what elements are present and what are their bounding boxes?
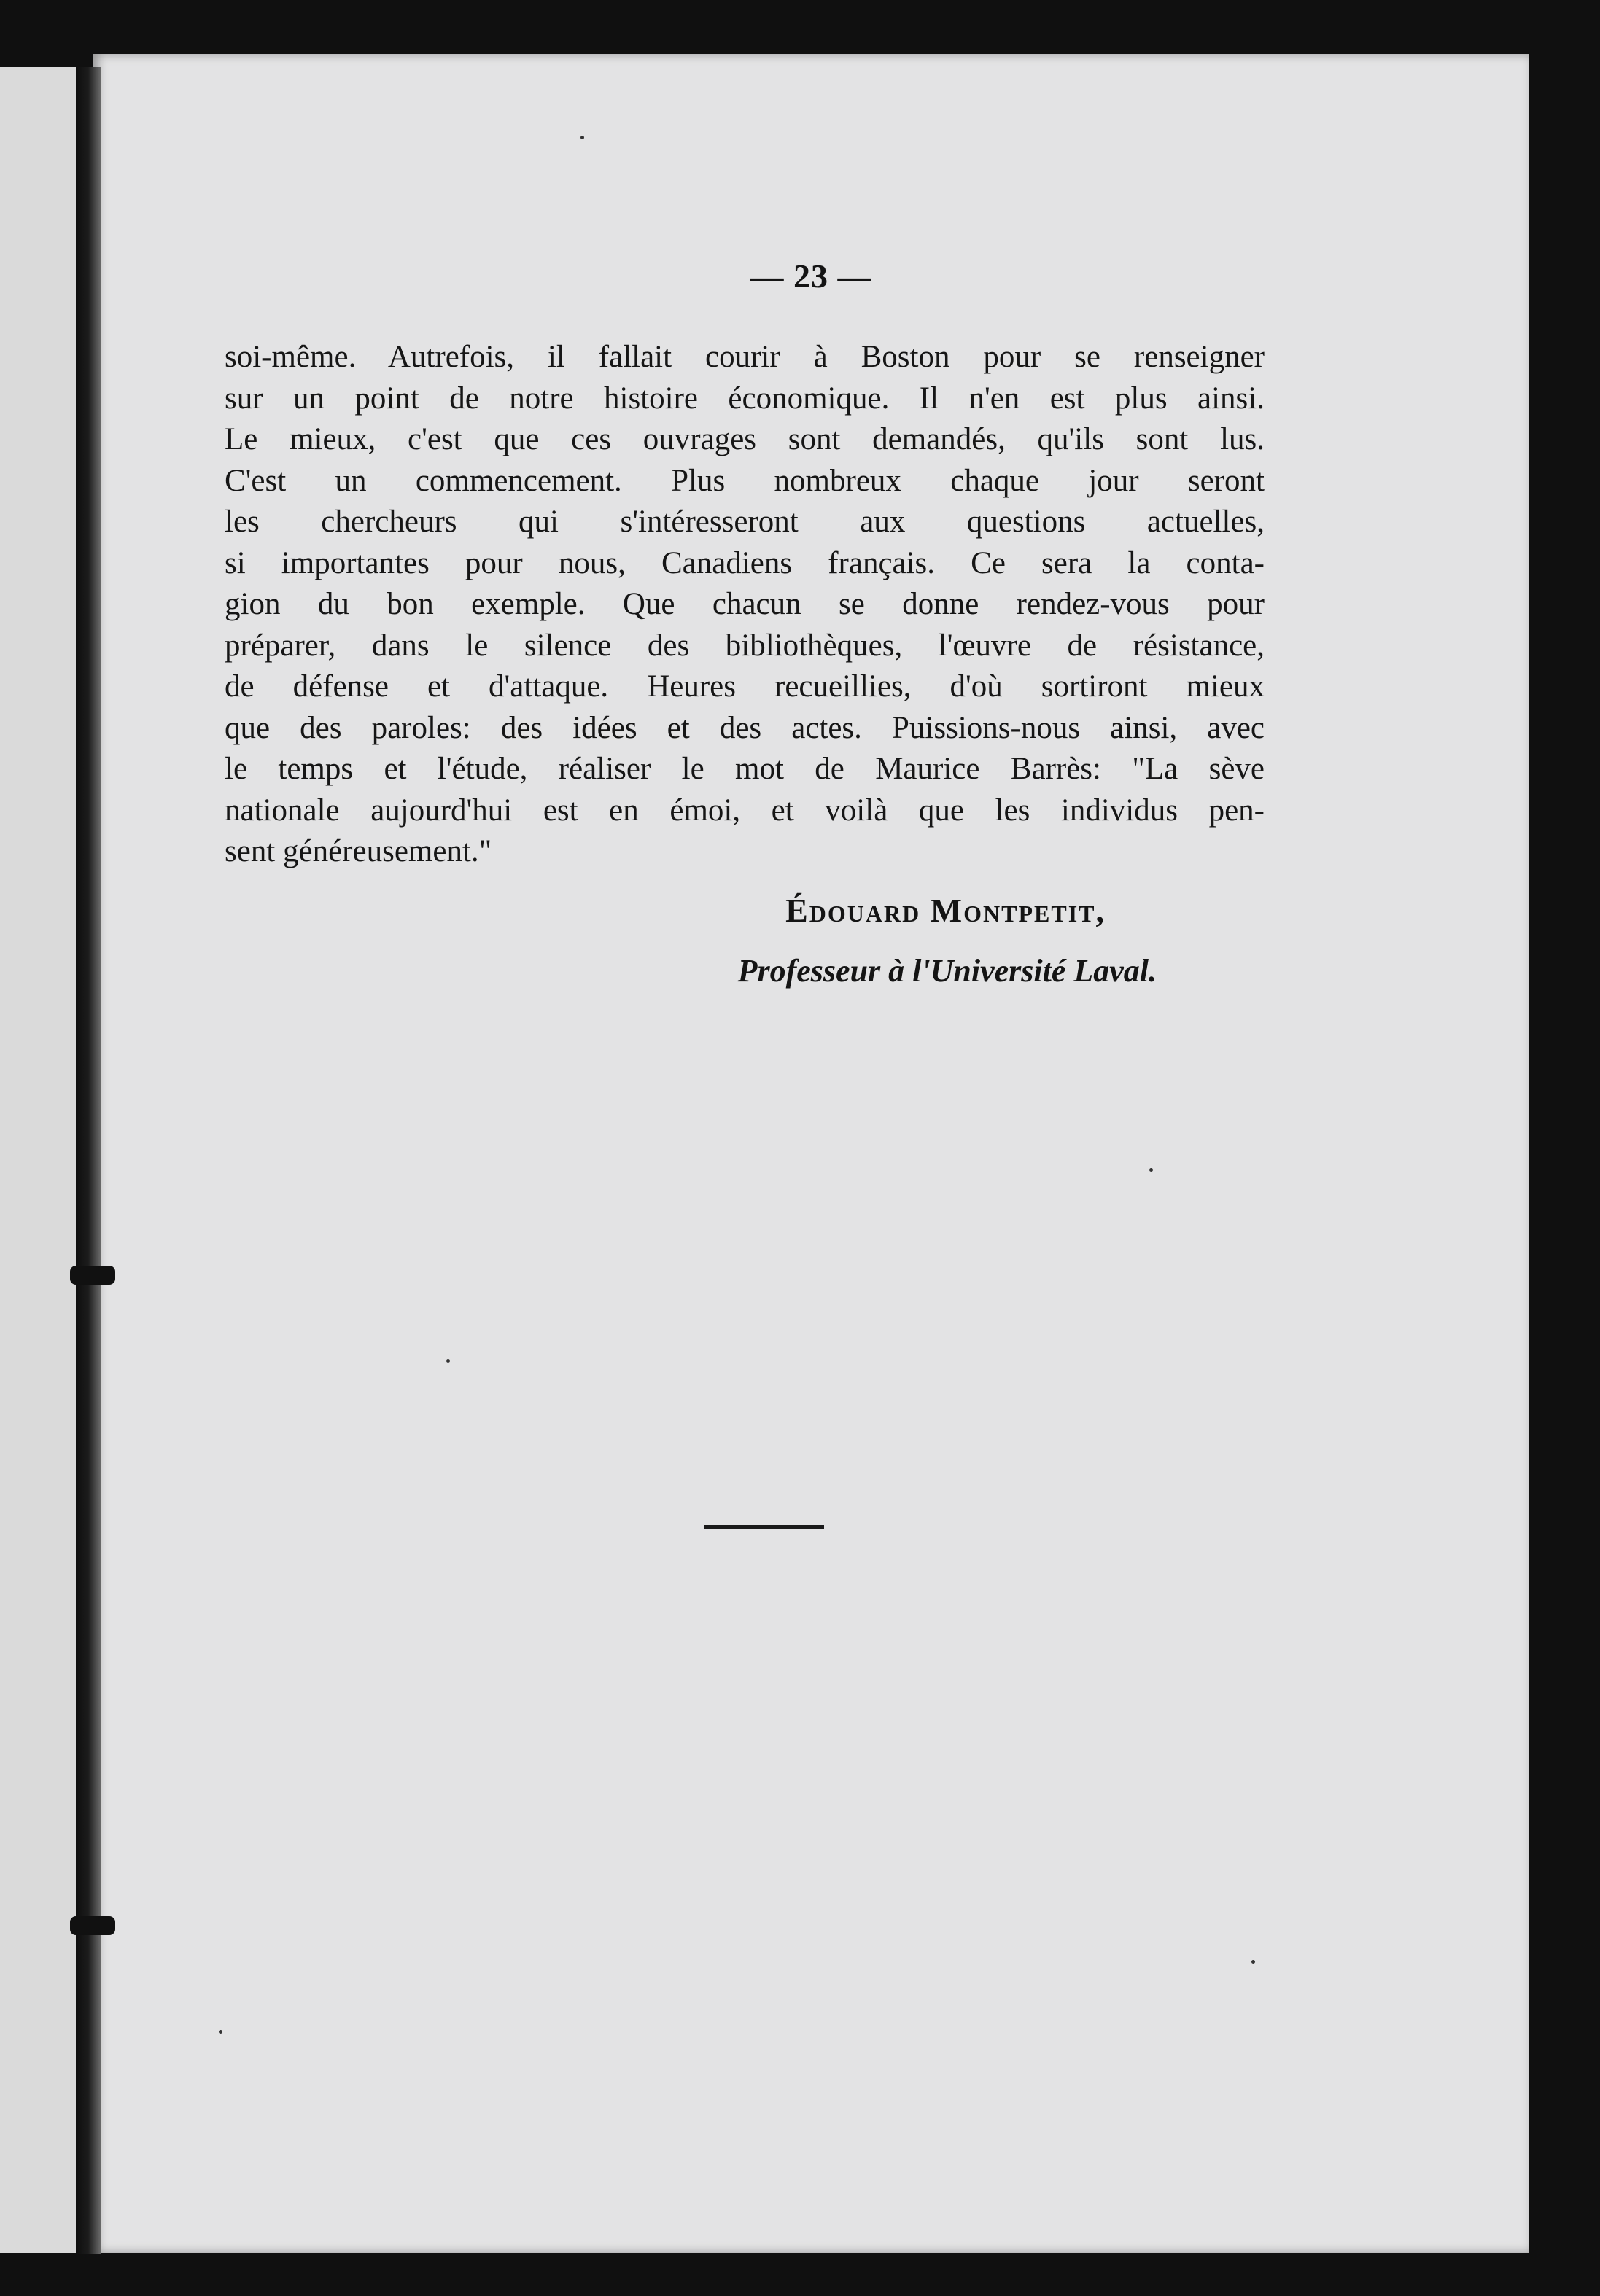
text-line: de défense et d'attaque. Heures recueillies, d'où sortiront mieux (225, 669, 1265, 704)
author-affiliation: Professeur à l'Université Laval. (737, 953, 1157, 989)
text-line: sent généreusement." (225, 834, 492, 868)
text-line: que des paroles: des idées et des actes. Puissions-nous ainsi, avec (225, 710, 1265, 745)
text-line: C'est un commencement. Plus nombreux chaque jour seront (225, 463, 1265, 498)
text-line: nationale aujourd'hui est en émoi, et voilà que les individus pen- (225, 793, 1265, 828)
text-line: gion du bon exemple. Que chacun se donne rendez-vous pour (225, 587, 1265, 621)
body-paragraph (225, 337, 1265, 873)
scan-speck (580, 136, 584, 139)
scan-speck (219, 2030, 222, 2034)
text-line: le temps et l'étude, réaliser le mot de Maurice Barrès: "La sève (225, 752, 1265, 786)
scan-speck (446, 1359, 450, 1363)
end-rule-divider (704, 1525, 824, 1529)
text-line: si importantes pour nous, Canadiens français. Ce sera la conta- (225, 545, 1265, 580)
text-line: préparer, dans le silence des bibliothèques, l'œuvre de résistance, (225, 628, 1265, 663)
text-line: les chercheurs qui s'intéresseront aux questions actuelles, (225, 505, 1265, 539)
binding-thread (70, 1916, 115, 1935)
author-signature: Édouard Montpetit, (785, 892, 1106, 929)
book-page (93, 54, 1529, 2253)
text-line: Le mieux, c'est que ces ouvrages sont demandés, qu'ils sont lus. (225, 422, 1265, 456)
scan-speck (1149, 1168, 1153, 1172)
scan-speck (1251, 1960, 1255, 1964)
text-line: soi-même. Autrefois, il fallait courir à Boston pour se renseigner (225, 340, 1265, 374)
binding-thread (70, 1266, 115, 1285)
text-line: sur un point de notre histoire économique. Il n'en est plus ainsi. (225, 381, 1265, 416)
page-number: — 23 — (750, 257, 872, 295)
